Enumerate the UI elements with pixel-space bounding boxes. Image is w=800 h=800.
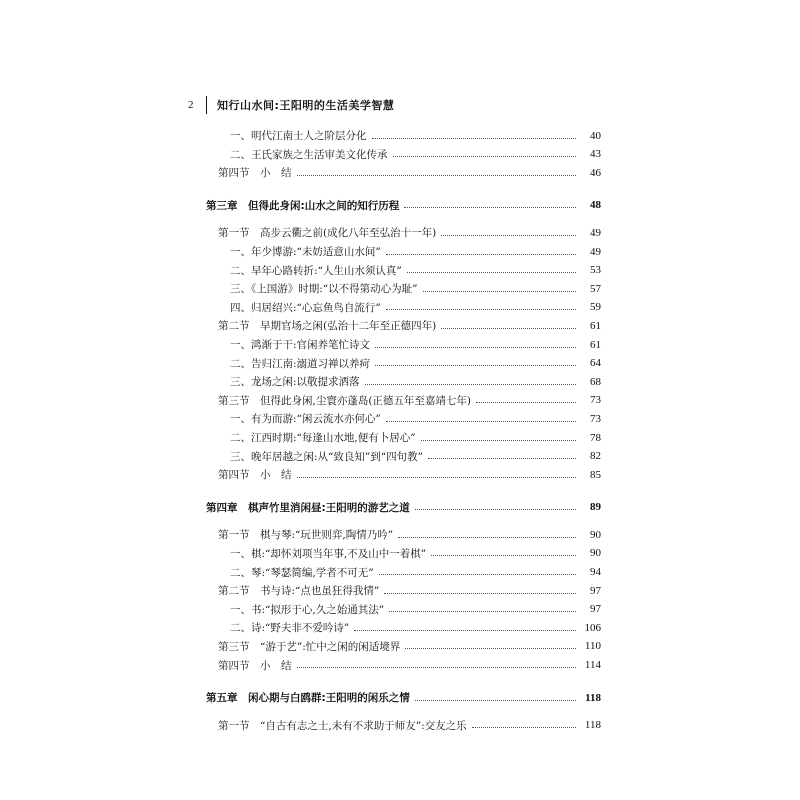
toc-entry-page: 53 (590, 264, 601, 277)
toc-entry-page: 61 (590, 319, 601, 332)
toc-entry-item (206, 351, 601, 370)
dot-leader (386, 421, 576, 422)
dot-leader (393, 156, 577, 157)
toc-entry-label: 一、书:“拟形于心,久之始通其法” (230, 603, 385, 616)
dot-leader (384, 593, 576, 594)
toc-entry-label: 二、琴:“琴瑟简编,学者不可无” (230, 566, 374, 579)
toc-entry-item (206, 142, 601, 161)
toc-entry-item (206, 369, 601, 388)
dot-leader (441, 328, 576, 329)
dot-leader (375, 347, 576, 348)
toc-entry-page: 97 (590, 603, 601, 616)
toc-entry-section (206, 220, 601, 239)
toc-entry-label: 第一节 “自古有志之士,未有不求助于师友”:交友之乐 (218, 719, 467, 732)
dot-leader (386, 254, 576, 255)
toc-entry-label: 二、诗:“野夫非不爱吟诗” (230, 622, 350, 635)
toc-entry-section (206, 578, 601, 597)
dot-leader (386, 309, 576, 310)
toc-entry-page: 90 (590, 528, 601, 541)
dot-leader (404, 207, 576, 208)
dot-leader (428, 458, 576, 459)
dot-leader (415, 700, 576, 701)
dot-leader (379, 574, 576, 575)
dot-leader (365, 384, 576, 385)
dot-leader (354, 630, 576, 631)
toc-entry-item (206, 239, 601, 258)
toc-entry-section (206, 462, 601, 481)
toc-entry-item (206, 615, 601, 634)
dot-leader (405, 648, 576, 649)
toc-entry-label: 二、江西时期:“每逢山水地,便有卜居心” (230, 432, 416, 444)
toc-entry-label: 第一节 高步云衢之前(成化八年至弘治十一年) (218, 227, 437, 240)
toc-entry-label: 第二节 早期官场之闲(弘治十二年至正德四年) (218, 320, 437, 333)
toc-entry-item (206, 597, 601, 616)
toc-entry-page: 57 (590, 282, 601, 295)
toc-entry-label: 第四章 棋声竹里消闲昼:王阳明的游艺之道 (206, 501, 410, 514)
toc-entry-section (206, 522, 601, 541)
toc-entry-page: 43 (590, 148, 601, 161)
toc-entry-page: 64 (590, 357, 601, 370)
toc-entry-section (206, 313, 601, 332)
toc-entry-label: 第三节 但得此身闲,尘寰亦蓬岛(正德五年至嘉靖七年) (218, 394, 472, 407)
toc-entry-page: 82 (590, 450, 601, 463)
dot-leader (297, 667, 577, 668)
toc-entry-section (206, 160, 601, 179)
toc-entry-section (206, 713, 601, 732)
toc-entry-page: 68 (590, 375, 601, 388)
toc-entry-page: 49 (590, 245, 601, 258)
dot-leader (476, 402, 576, 403)
toc-entry-page: 114 (584, 659, 601, 672)
toc-entry-item (206, 559, 601, 578)
toc-entry-page: 97 (590, 584, 601, 597)
toc-entry-item (206, 332, 601, 351)
toc-entry-page: 73 (590, 412, 601, 425)
toc-entry-item (206, 406, 601, 425)
toc-entry-section (206, 388, 601, 407)
toc-entry-page: 59 (590, 301, 601, 314)
toc-entry-item (206, 425, 601, 444)
toc-entry-page: 46 (590, 166, 601, 179)
toc-entry-page: 94 (590, 566, 601, 579)
toc-entry-item (206, 541, 601, 560)
toc-entry-label: 第三节 “游于艺”:忙中之闲的闲适境界 (218, 640, 401, 653)
dot-leader (407, 272, 576, 273)
dot-leader (421, 440, 576, 441)
toc-entry-label: 一、明代江南士人之阶层分化 (230, 130, 367, 143)
dot-leader (423, 291, 576, 292)
toc-entry-page: 118 (585, 691, 601, 704)
running-header (188, 94, 394, 116)
dot-leader (297, 175, 577, 176)
toc-entry-page: 89 (590, 501, 601, 514)
toc-entry-label: 三、晚年居越之闲:从“致良知”到“四句教” (230, 450, 424, 463)
dot-leader (398, 537, 576, 538)
toc-entry-page: 61 (590, 338, 601, 351)
header-divider (206, 96, 207, 114)
toc-entry-chapter (206, 495, 601, 514)
toc-entry-label: 三、《上国游》时期:“以不得第动心为耻” (230, 283, 418, 296)
toc-entry-page: 40 (590, 129, 601, 142)
toc-entry-label: 二、告归江南:溺道习禅以养疴 (230, 357, 371, 370)
toc-entry-label: 第四节 小 结 (218, 659, 292, 672)
dot-leader (389, 611, 576, 612)
toc-entry-label: 第四节 小 结 (218, 167, 292, 180)
toc-entry-page: 73 (590, 394, 601, 407)
toc-entry-page: 90 (590, 547, 601, 560)
dot-leader (431, 555, 576, 556)
book-title: 知行山水间:王阳明的生活美学智慧 (217, 99, 395, 112)
toc-entry-label: 一、有为而游:“闲云流水亦何心” (230, 413, 381, 426)
table-of-contents (206, 123, 601, 731)
toc-entry-section (206, 652, 601, 671)
toc-entry-label: 一、年少博游:“未妨适意山水间” (230, 246, 381, 259)
dot-leader (372, 138, 577, 139)
toc-entry-item (206, 295, 601, 314)
toc-entry-section (206, 634, 601, 653)
toc-entry-item (206, 444, 601, 463)
toc-entry-page: 118 (584, 719, 601, 732)
dot-leader (472, 727, 576, 728)
toc-entry-label: 一、鸿渐于干:官闲养笔忙诗文 (230, 339, 371, 352)
toc-entry-page: 48 (590, 199, 601, 212)
toc-entry-page: 85 (590, 468, 601, 481)
page-number: 2 (188, 99, 194, 111)
toc-entry-page: 106 (584, 621, 601, 634)
toc-entry-item (206, 123, 601, 142)
toc-entry-label: 四、归居绍兴:“心忘鱼鸟自流行” (230, 301, 381, 314)
toc-entry-label: 第二节 书与诗:“点也虽狂得我情” (218, 585, 380, 598)
dot-leader (441, 235, 576, 236)
toc-entry-label: 第五章 闲心期与白鸥群:王阳明的闲乐之情 (206, 692, 410, 705)
dot-leader (297, 477, 577, 478)
toc-entry-label: 第四节 小 结 (218, 469, 292, 482)
toc-entry-label: 二、王氏家族之生活审美文化传承 (230, 148, 388, 161)
toc-entry-label: 二、早年心路转折:“人生山水须认真” (230, 264, 402, 277)
toc-entry-page: 49 (590, 226, 601, 239)
toc-entry-label: 一、棋:“却怀刘项当年事,不及山中一着棋” (230, 547, 427, 560)
toc-entry-chapter (206, 685, 601, 704)
toc-entry-item (206, 276, 601, 295)
dot-leader (375, 365, 576, 366)
toc-entry-label: 第一节 棋与琴:“玩世则弈,陶情乃吟” (218, 529, 394, 542)
dot-leader (415, 509, 576, 510)
toc-entry-item (206, 258, 601, 277)
toc-entry-page: 78 (590, 431, 601, 444)
toc-entry-label: 第三章 但得此身闲:山水之间的知行历程 (206, 199, 400, 212)
toc-entry-page: 110 (584, 640, 601, 653)
toc-entry-chapter (206, 193, 601, 212)
toc-entry-label: 三、龙场之闲:以敬提求洒落 (230, 376, 360, 389)
